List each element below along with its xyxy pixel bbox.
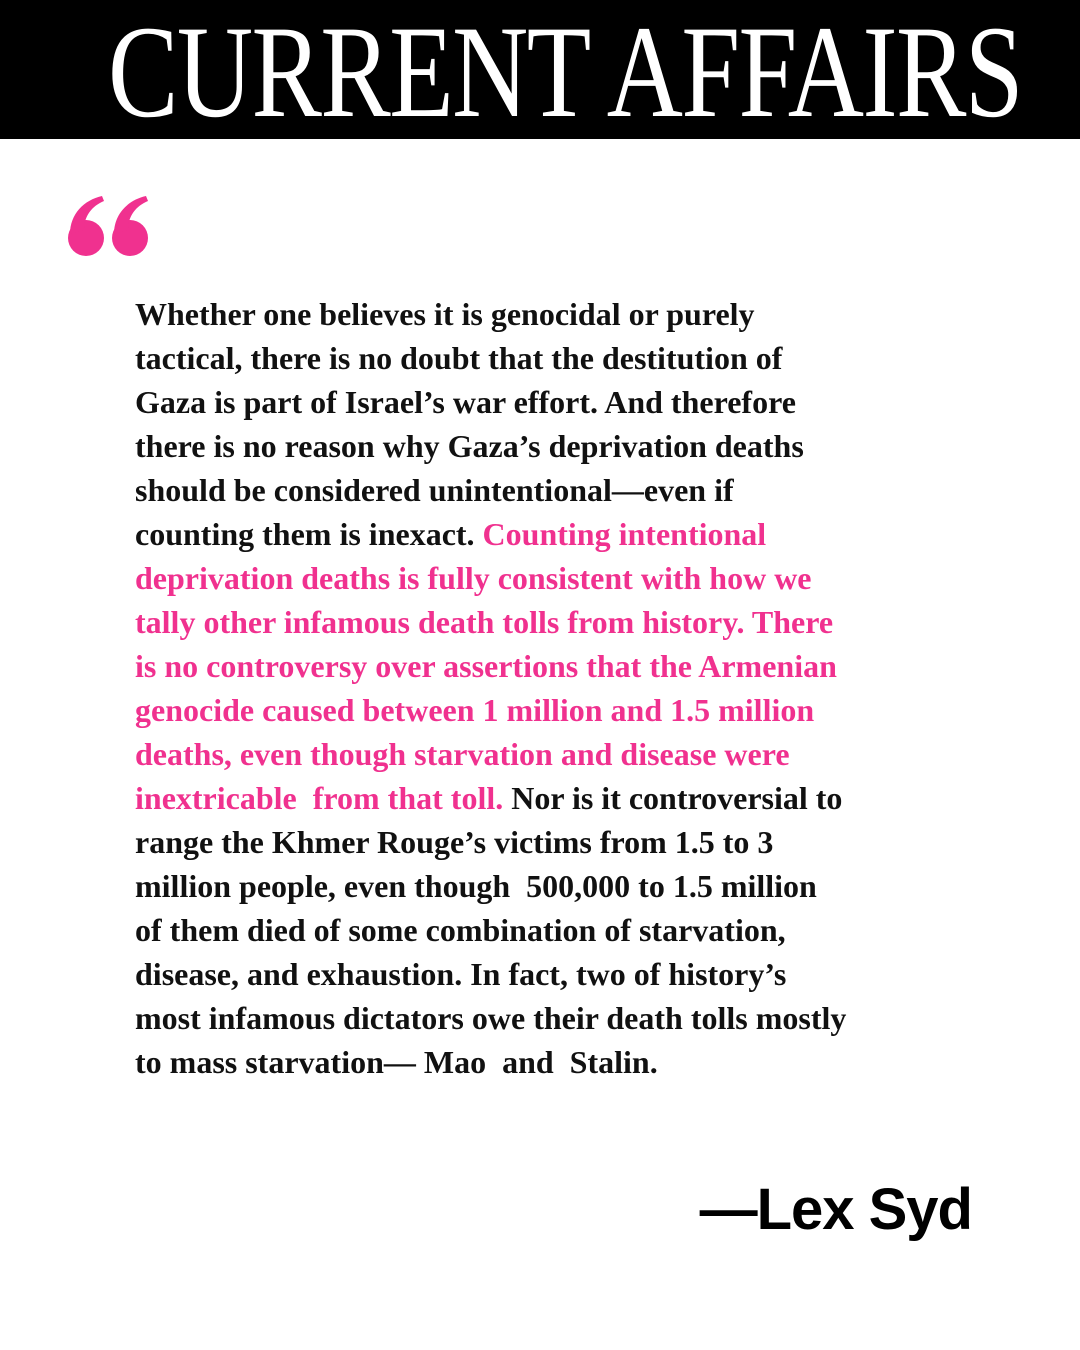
quote-text: Gaza is part of Israel’s war effort. And therefore <box>135 384 796 420</box>
quote-highlight-text: inextricable from that toll. <box>135 780 504 816</box>
quote-text: there is no reason why Gaza’s deprivation deaths <box>135 428 804 464</box>
quote-line <box>135 996 1015 1040</box>
quote-text: should be considered unintentional—even if <box>135 472 734 508</box>
quote-highlight-text: genocide caused between 1 million and 1.5 million <box>135 692 815 728</box>
quote-line <box>135 380 1015 424</box>
quote-text: Nor is it controversial to <box>503 780 843 816</box>
quote-line <box>135 688 1015 732</box>
quote-text: disease, and exhaustion. In fact, two of history’s <box>135 956 787 992</box>
quote-line <box>135 424 1015 468</box>
quote-line <box>135 908 1015 952</box>
quote-highlight-text: deaths, even though starvation and disease were <box>135 736 790 772</box>
quote-highlight-text: is no controversy over assertions that the Armenian <box>135 648 837 684</box>
quote-line <box>135 732 1015 776</box>
attribution: —Lex Syd <box>699 1177 972 1242</box>
quote-text: of them died of some combination of starvation, <box>135 912 786 948</box>
quote-line <box>135 952 1015 996</box>
quote-line <box>135 556 1015 600</box>
masthead-title: CURRENT AFFAIRS <box>108 0 1022 139</box>
quote-line <box>135 776 1015 820</box>
quote-line <box>135 820 1015 864</box>
quote-line <box>135 336 1015 380</box>
quote-highlight-text: Counting intentional <box>482 516 767 552</box>
quote-text: to mass starvation— Mao and Stalin. <box>135 1044 658 1080</box>
quote-text: tactical, there is no doubt that the destitution of <box>135 340 783 376</box>
quote-line <box>135 1040 1015 1084</box>
quote-line <box>135 468 1015 512</box>
quote-line <box>135 644 1015 688</box>
open-quote-icon <box>64 196 154 260</box>
quote-line <box>135 512 1015 556</box>
quote-line <box>135 864 1015 908</box>
quote-text: most infamous dictators owe their death tolls mostly <box>135 1000 847 1036</box>
quote-line <box>135 600 1015 644</box>
quote-text: counting them is inexact. <box>135 516 483 552</box>
quote-line <box>135 292 1015 336</box>
quote-text: million people, even though 500,000 to 1.5 million <box>135 868 817 904</box>
quote-body <box>135 292 1015 1084</box>
masthead <box>0 0 1080 139</box>
quote-highlight-text: tally other infamous death tolls from history. There <box>135 604 834 640</box>
quote-highlight-text: deprivation deaths is fully consistent with how we <box>135 560 812 596</box>
quote-text: Whether one believes it is genocidal or purely <box>135 296 755 332</box>
quote-text: range the Khmer Rouge’s victims from 1.5 to 3 <box>135 824 774 860</box>
